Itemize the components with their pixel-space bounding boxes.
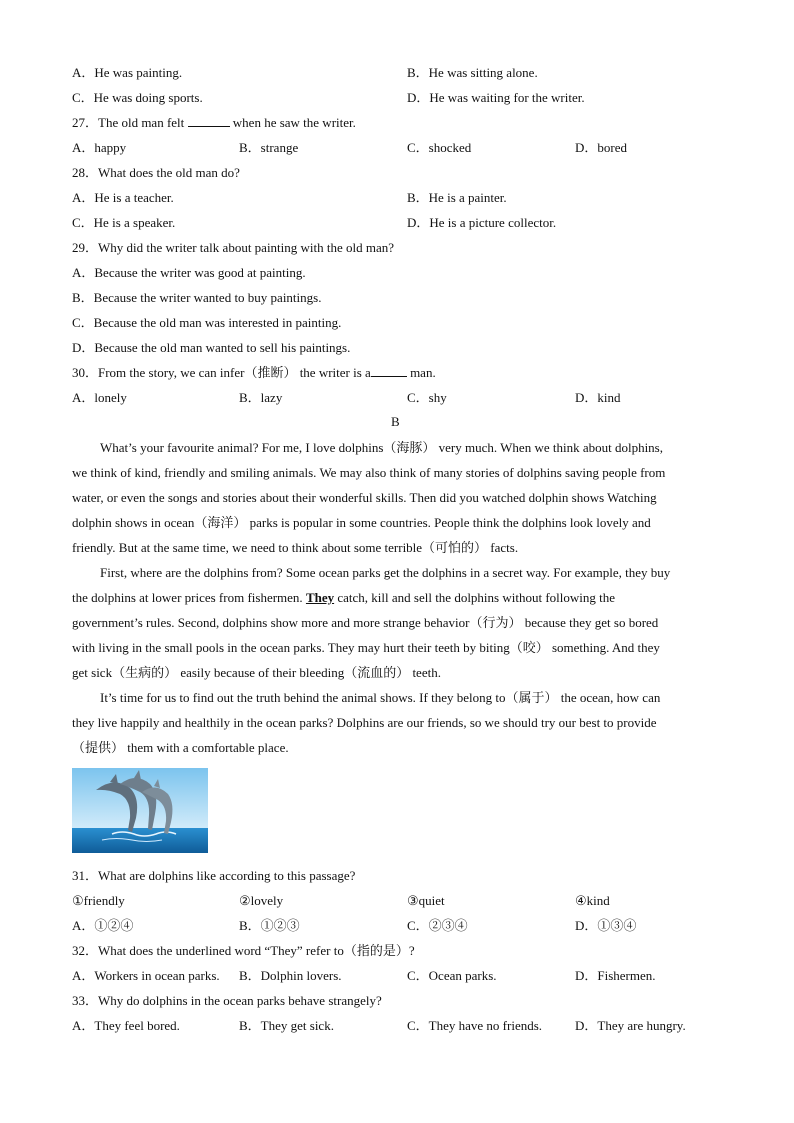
passage-paragraph-2 [72,560,722,685]
passage-line: What’s your favourite animal? For me, I love dolphins（海豚） very much. When we think about dolphins, [100,440,663,455]
q33-option-a: A．They feel bored. [72,1018,180,1033]
q32-option-b: B．Dolphin lovers. [239,968,342,983]
dolphins-photo [72,768,208,853]
answer-blank [371,365,407,377]
q30-option-b: B．lazy [239,390,283,405]
q29-option-a: A．Because the writer was good at painting. [72,265,306,280]
q33-option-c: C．They have no friends. [407,1018,543,1033]
q30-option-c: C．shy [407,390,447,405]
passage-paragraph-1 [72,435,722,560]
q27-stem-end: when he saw the writer. [229,115,356,130]
q28-option-c: C．He is a speaker. [72,215,176,230]
q31-item: ①friendly [72,893,125,908]
q27-stem [72,115,356,131]
q29-option-b: B．Because the writer wanted to buy paintings. [72,290,322,305]
passage-line: dolphin shows in ocean（海洋） parks is popular in some countries. People think the dolphins look lovely and [72,515,651,530]
q26-option-a: A．He was painting. [72,65,183,80]
q31-option-c: C．②③④ [407,918,468,933]
underlined-word-they: They [305,590,335,605]
q29-option-d: D．Because the old man wanted to sell his paintings. [72,340,351,355]
q33-stem: 33．Why do dolphins in the ocean parks behave strangely? [72,993,382,1008]
passage-line: government’s rules. Second, dolphins show more and more strange behavior（行为） because they get so bored [72,615,659,630]
passage-text: the dolphins at lower prices from fishermen. [72,590,306,605]
q28-option-a: A．He is a teacher. [72,190,174,205]
passage-line: they live happily and healthily in the ocean parks? Dolphins are our friends, so we should try our best to provide [72,715,657,730]
q33-option-d: D．They are hungry. [575,1018,686,1033]
q33-option-b: B．They get sick. [239,1018,334,1033]
section-heading: B [391,414,400,429]
passage-line: we think of kind, friendly and smiling animals. We may also think of many stories of dolphins saving people from [72,465,666,480]
q28-stem: 28．What does the old man do? [72,165,240,180]
q31-option-d: D．①③④ [575,918,637,933]
q32-option-d: D．Fishermen. [575,968,656,983]
q27-option-b: B．strange [239,140,299,155]
q30-stem [72,365,436,381]
q31-option-b: B．①②③ [239,918,300,933]
passage-line: get sick（生病的） easily because of their bleeding（流血的） teeth. [72,665,441,680]
q27-option-d: D．bored [575,140,627,155]
q26-option-d: D．He was waiting for the writer. [407,90,585,105]
q30-stem-start: 30．From the story, we can infer（推断） the writer is a [72,365,371,380]
q26-option-b: B．He was sitting alone. [407,65,538,80]
passage-line: friendly. But at the same time, we need to think about some terrible（可怕的） facts. [72,540,519,555]
q28-option-d: D．He is a picture collector. [407,215,557,230]
passage-text: catch, kill and sell the dolphins without following the [334,590,616,605]
q32-stem: 32．What does the underlined word “They” refer to（指的是）? [72,943,415,958]
q31-item: ③quiet [407,893,445,908]
q27-option-c: C．shocked [407,140,472,155]
passage-line: water, or even the songs and stories about their wonderful skills. Then did you watched dolphin shows Watching [72,490,657,505]
q31-option-a: A．①②④ [72,918,134,933]
q32-option-a: A．Workers in ocean parks. [72,968,220,983]
q31-item: ④kind [575,893,610,908]
q29-stem: 29．Why did the writer talk about painting with the old man? [72,240,395,255]
q27-stem-start: 27．The old man felt [72,115,188,130]
q27-option-a: A．happy [72,140,127,155]
passage-line: with living in the small pools in the ocean parks. They may hurt their teeth by biting（咬） something. And they [72,640,660,655]
passage-line: （提供） them with a comfortable place. [72,740,289,755]
q30-option-a: A．lonely [72,390,127,405]
passage-paragraph-3 [72,685,722,760]
answer-blank [188,115,230,127]
q31-stem: 31．What are dolphins like according to this passage? [72,868,356,883]
q26-option-c: C．He was doing sports. [72,90,203,105]
passage-line: It’s time for us to find out the truth behind the animal shows. If they belong to（属于） the ocean, how can [100,690,661,705]
q31-item: ②lovely [239,893,284,908]
passage-line [72,585,722,610]
q29-option-c: C．Because the old man was interested in painting. [72,315,342,330]
q30-stem-end: man. [406,365,436,380]
q32-option-c: C．Ocean parks. [407,968,497,983]
passage-line: First, where are the dolphins from? Some ocean parks get the dolphins in a secret way. For example, they buy [100,565,671,580]
q30-option-d: D．kind [575,390,621,405]
q28-option-b: B．He is a painter. [407,190,507,205]
